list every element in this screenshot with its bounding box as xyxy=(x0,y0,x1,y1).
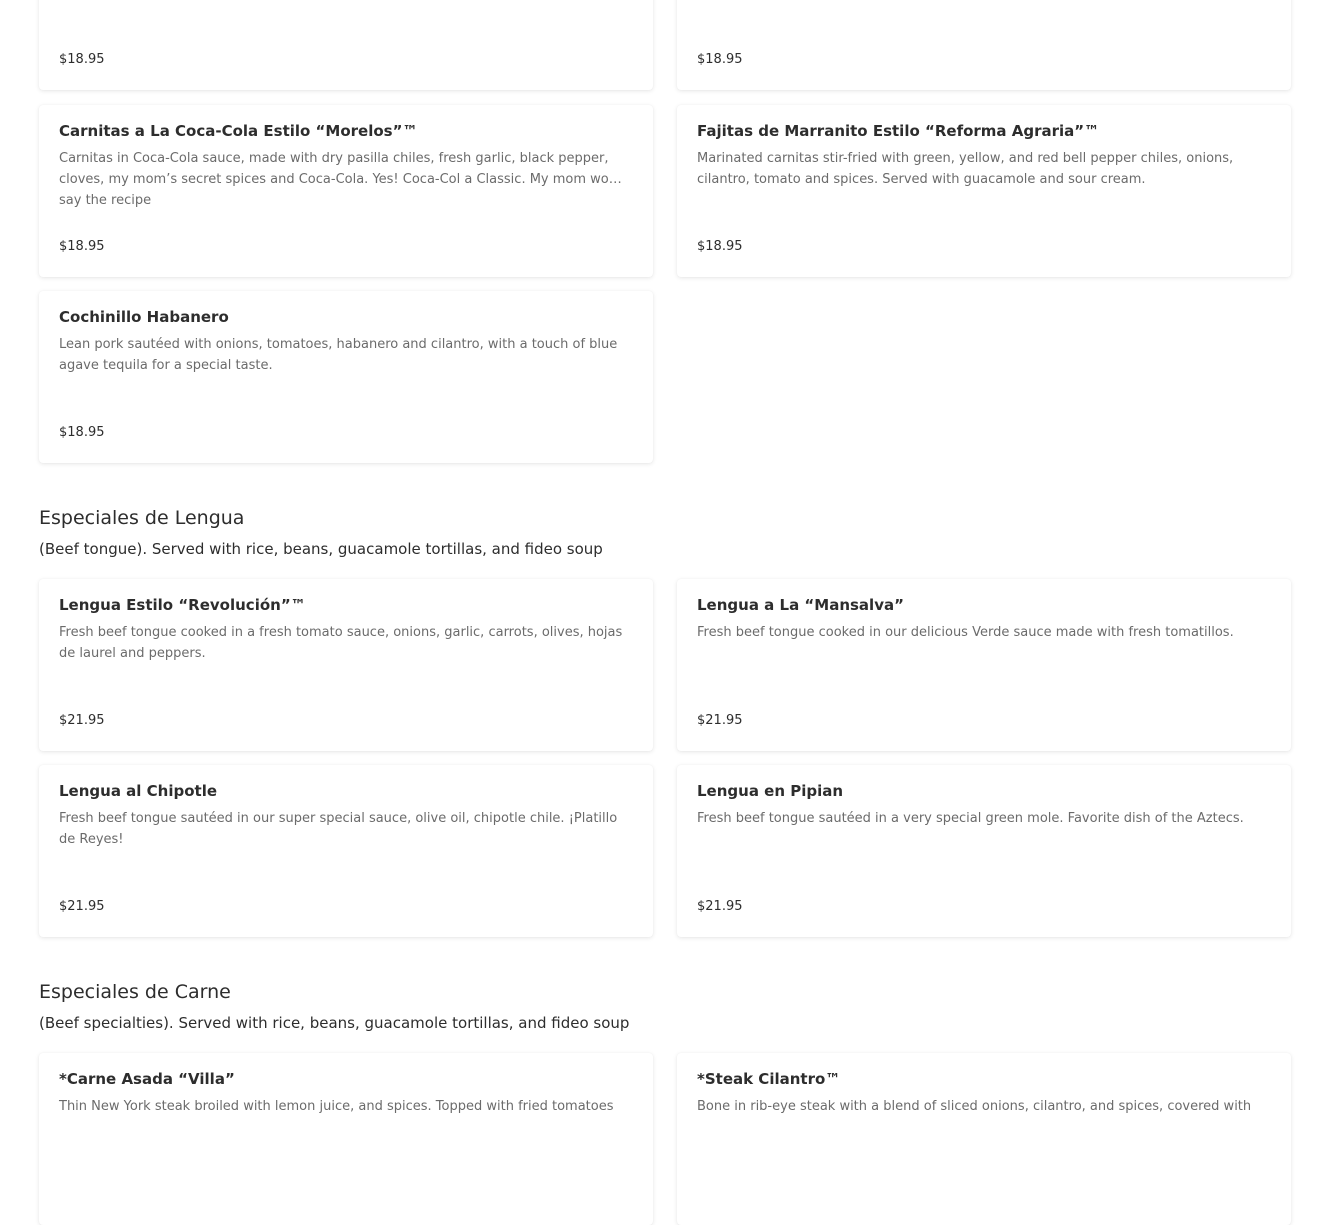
menu-item-description: Fresh beef tongue cooked in a fresh tomato sauce, onions, garlic, carrots, olives, hojas de laurel and peppers. xyxy=(59,625,623,661)
menu-item-card[interactable] xyxy=(677,105,1291,277)
section-subtitle: (Beef specialties). Served with rice, beans, guacamole tortillas, and fideo soup xyxy=(39,1014,630,1032)
menu-item-price: $21.95 xyxy=(59,899,105,914)
menu-item-card[interactable] xyxy=(677,1053,1291,1225)
menu-item-description: Lean pork sautéed with onions, tomatoes, habanero and cilantro, with a touch of blue agave tequila for a special taste. xyxy=(59,337,618,373)
menu-item-card[interactable] xyxy=(677,579,1291,751)
menu-item-card[interactable] xyxy=(677,0,1291,90)
menu-item-price: $18.95 xyxy=(59,52,105,67)
menu-item-name: Fajitas de Marranito Estilo “Reforma Agraria”™ xyxy=(697,122,1100,140)
menu-item-name: Carnitas a La Coca-Cola Estilo “Morelos”™ xyxy=(59,122,418,140)
menu-item-name: Lengua en Pipian xyxy=(697,782,844,800)
menu-item-name: Lengua Estilo “Revolución”™ xyxy=(59,596,306,614)
menu-item-card[interactable] xyxy=(39,291,653,463)
menu-item-description: Fresh beef tongue sautéed in our super special sauce, olive oil, chipotle chile. ¡Platillo de Reyes! xyxy=(59,811,618,847)
menu-item-description: Marinated carnitas stir-fried with green, yellow, and red bell pepper chiles, onions, cilantro, tomato and spices. Served with guacamole and sour cream. xyxy=(697,151,1234,187)
section-subtitle: (Beef tongue). Served with rice, beans, guacamole tortillas, and fideo soup xyxy=(39,540,603,558)
menu-item-price: $18.95 xyxy=(59,425,105,440)
section-title: Especiales de Lengua xyxy=(39,507,245,529)
menu-item-description: Thin New York steak broiled with lemon juice, and spices. Topped with fried tomatoes xyxy=(59,1099,614,1114)
menu-item-card[interactable] xyxy=(39,765,653,937)
menu-item-description: Fresh beef tongue cooked in our delicious Verde sauce made with fresh tomatillos. xyxy=(697,625,1234,640)
menu-item-card[interactable] xyxy=(39,1053,653,1225)
menu-item-name: Cochinillo Habanero xyxy=(59,308,229,326)
menu-item-description: Bone in rib-eye steak with a blend of sliced onions, cilantro, and spices, covered with xyxy=(697,1099,1252,1114)
menu-item-price: $18.95 xyxy=(697,52,743,67)
menu-item-description: Carnitas in Coca-Cola sauce, made with dry pasilla chiles, fresh garlic, black pepper, cloves, my mom’s secret spices and Coca-Cola. Yes! Coca-Col a Classic. My mom would say the recipe xyxy=(59,151,629,208)
menu-item-card[interactable] xyxy=(39,0,653,90)
menu-item-name: *Carne Asada “Villa” xyxy=(59,1070,235,1088)
menu-item-card[interactable] xyxy=(39,579,653,751)
menu-item-price: $18.95 xyxy=(697,239,743,254)
menu-item-name: Lengua a La “Mansalva” xyxy=(697,596,904,614)
menu-item-name: Lengua al Chipotle xyxy=(59,782,218,800)
menu-item-card[interactable] xyxy=(39,105,653,277)
menu-item-price: $21.95 xyxy=(697,713,743,728)
menu-item-description: Fresh beef tongue sautéed in a very special green mole. Favorite dish of the Aztecs. xyxy=(697,811,1244,826)
menu-item-price: $21.95 xyxy=(697,899,743,914)
menu-item-price: $18.95 xyxy=(59,239,105,254)
section-title: Especiales de Carne xyxy=(39,981,231,1003)
menu-item-card[interactable] xyxy=(677,765,1291,937)
menu-item-price: $21.95 xyxy=(59,713,105,728)
menu-item-name: *Steak Cilantro™ xyxy=(697,1070,841,1088)
